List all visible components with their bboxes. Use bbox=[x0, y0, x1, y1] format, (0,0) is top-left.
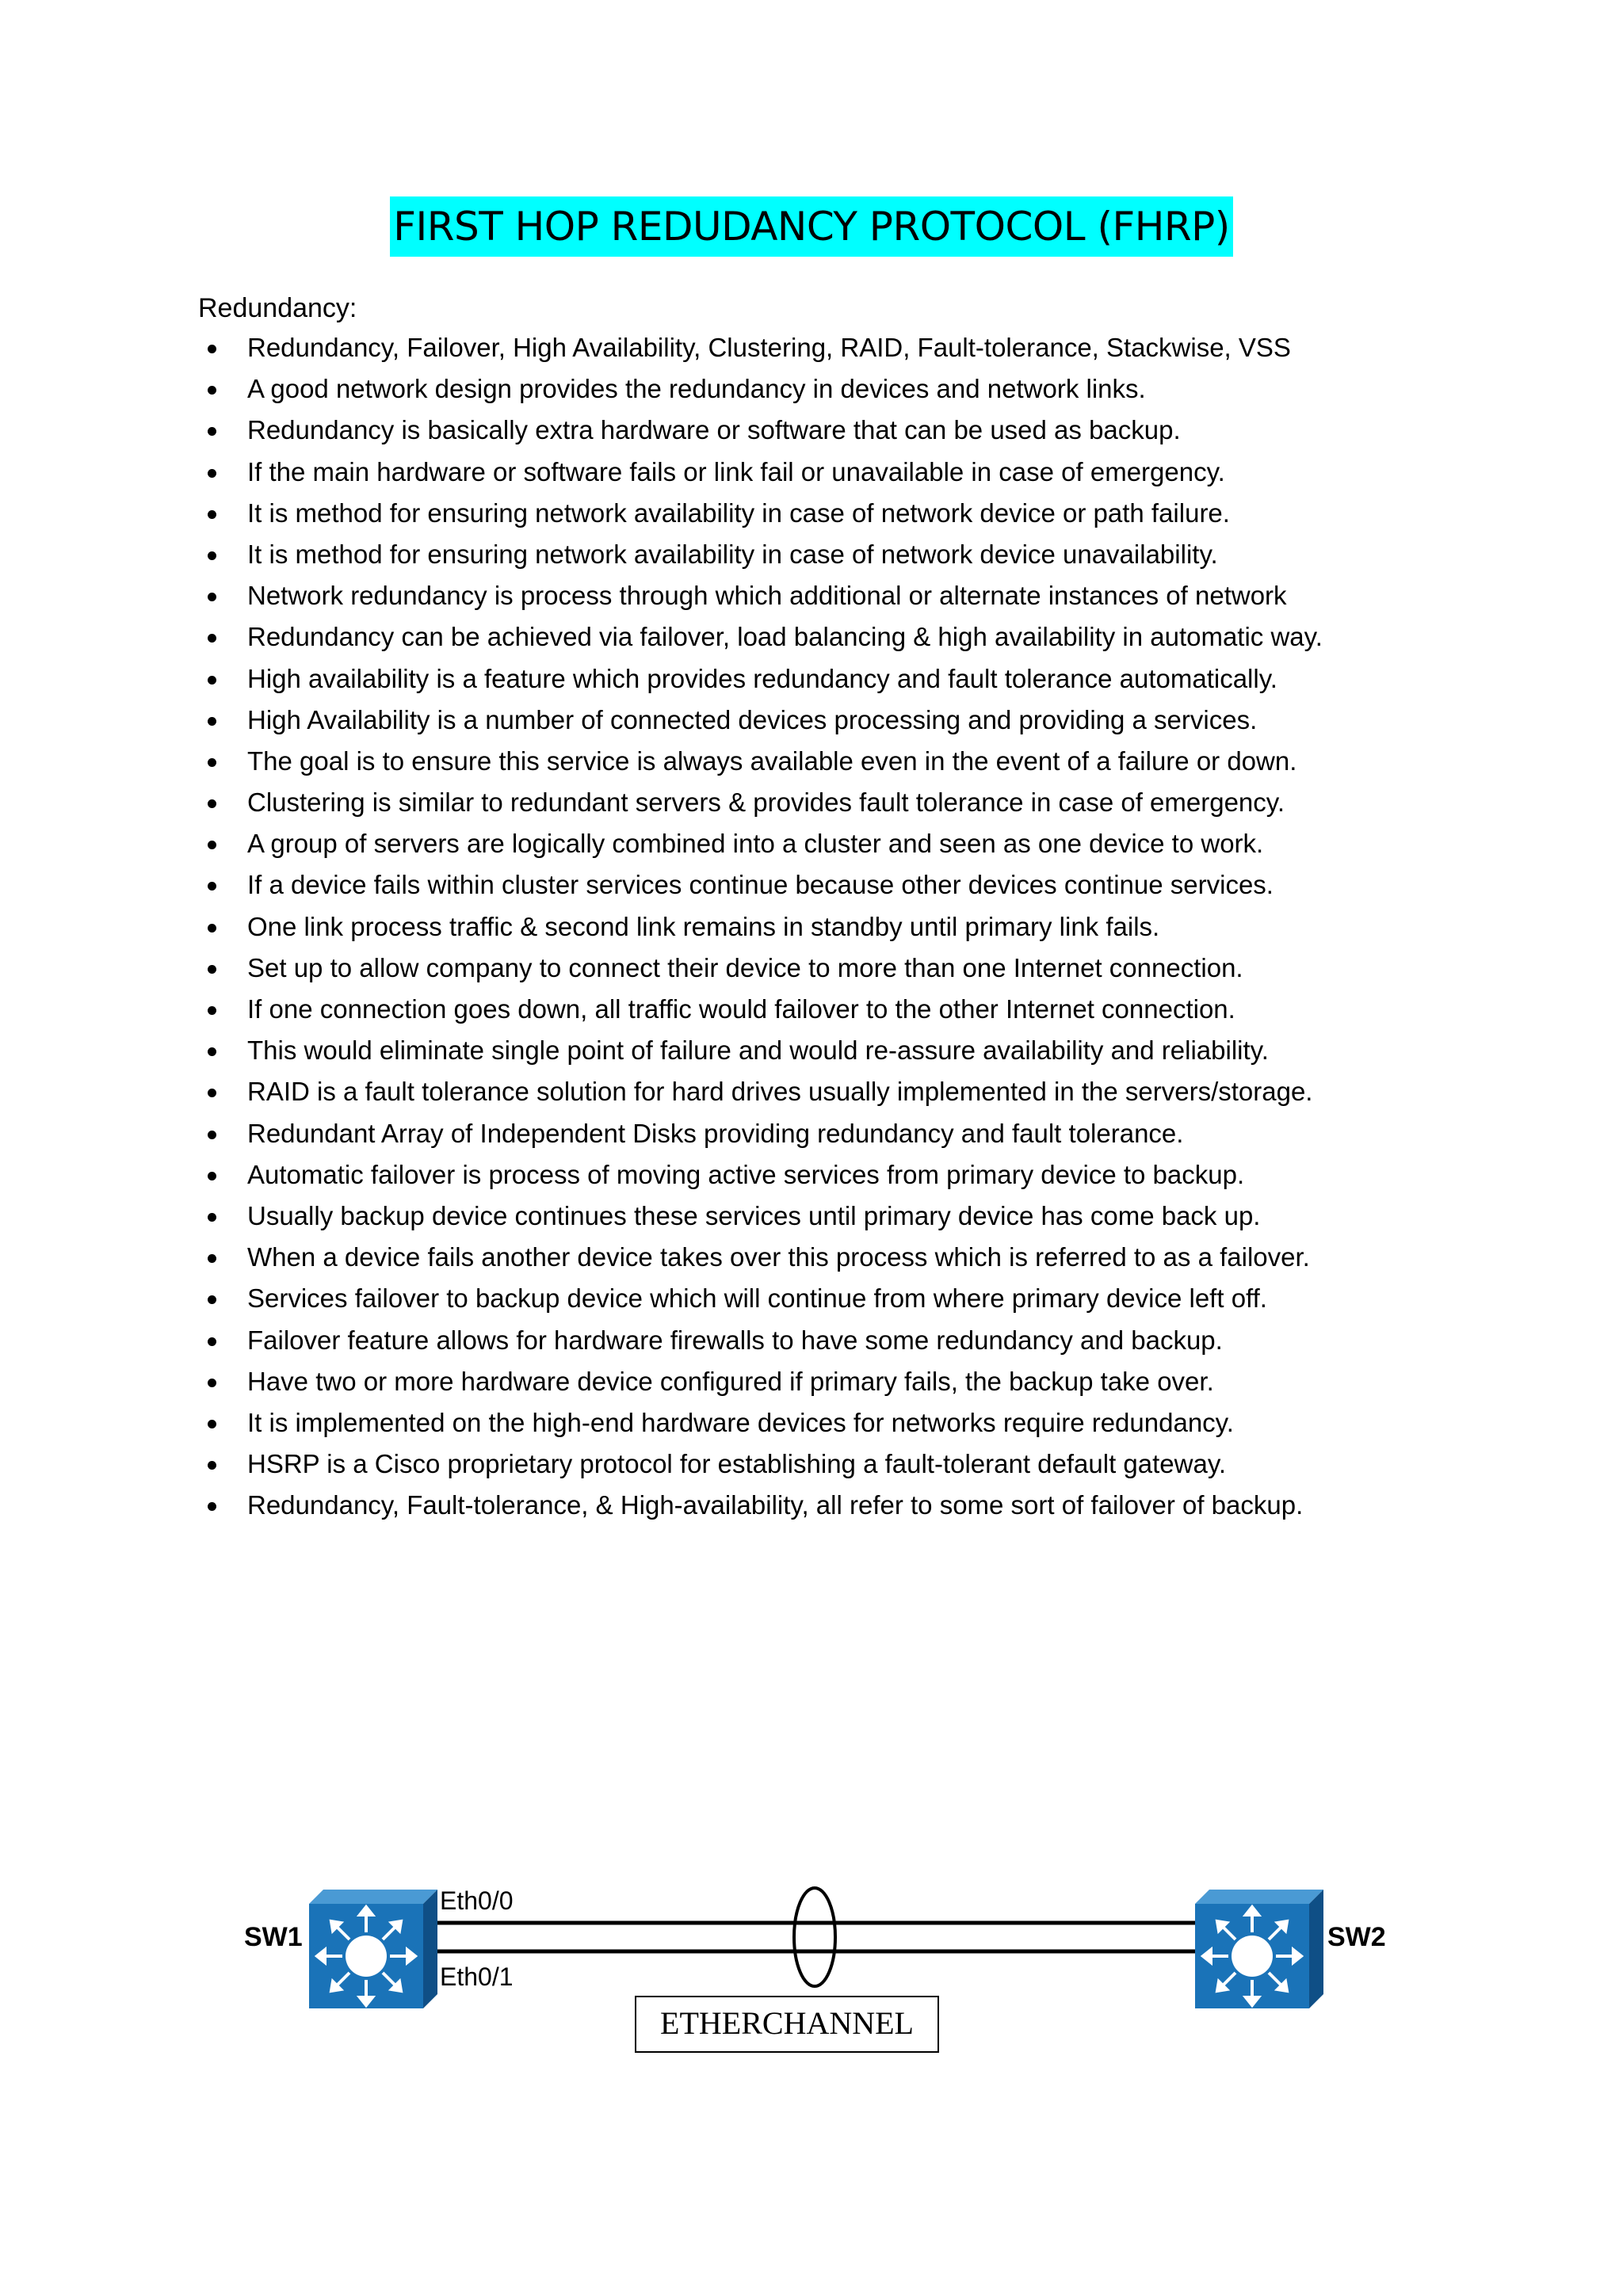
bullet-text: Redundancy, Fault-tolerance, & High-availability, all refer to some sort of failover of backup. bbox=[247, 1490, 1304, 1520]
bullet-text: RAID is a fault tolerance solution for hard drives usually implemented in the servers/storage. bbox=[247, 1077, 1313, 1107]
bullet-item bbox=[198, 1444, 1434, 1485]
bullet-dot-icon bbox=[208, 469, 216, 478]
bullet-item bbox=[198, 534, 1434, 575]
bullet-dot-icon bbox=[208, 1172, 216, 1180]
bullet-dot-icon bbox=[208, 758, 216, 767]
bullet-item bbox=[198, 741, 1434, 782]
bullet-dot-icon bbox=[208, 1379, 216, 1387]
bullet-dot-icon bbox=[208, 1047, 216, 1056]
bullet-text: If one connection goes down, all traffic would failover to the other Internet connection. bbox=[247, 994, 1235, 1024]
bullet-dot-icon bbox=[208, 345, 216, 353]
bullet-item bbox=[198, 327, 1434, 368]
bullet-dot-icon bbox=[208, 634, 216, 643]
bullet-item bbox=[198, 906, 1434, 948]
bullet-text: Redundancy can be achieved via failover, load balancing & high availability in automatic way. bbox=[247, 622, 1323, 652]
bullet-dot-icon bbox=[208, 965, 216, 974]
link-bottom-label: Eth0/1 bbox=[440, 1962, 514, 1991]
bullet-item bbox=[198, 616, 1434, 658]
bullet-text: Redundancy is basically extra hardware or software that can be used as backup. bbox=[247, 415, 1181, 445]
bullet-text: It is method for ensuring network availability in case of network device or path failure. bbox=[247, 498, 1230, 528]
bullet-dot-icon bbox=[208, 386, 216, 395]
bullet-dot-icon bbox=[208, 1089, 216, 1097]
bullet-dot-icon bbox=[208, 1254, 216, 1263]
page-title: FIRST HOP REDUDANCY PROTOCOL (FHRP) bbox=[390, 196, 1232, 257]
bullet-text: Redundant Array of Independent Disks providing redundancy and fault tolerance. bbox=[247, 1118, 1184, 1148]
bullet-item bbox=[198, 1113, 1434, 1154]
switch-left-label: SW1 bbox=[244, 1922, 303, 1952]
bullet-dot-icon bbox=[208, 882, 216, 891]
bullet-item bbox=[198, 1071, 1434, 1112]
bullet-text: When a device fails another device takes over this process which is referred to as a failover. bbox=[247, 1242, 1310, 1272]
bullet-item bbox=[198, 1154, 1434, 1196]
bullet-text: Automatic failover is process of moving active services from primary device to backup. bbox=[247, 1159, 1245, 1189]
bullet-item bbox=[198, 658, 1434, 700]
bullet-item bbox=[198, 782, 1434, 823]
bullet-item bbox=[198, 493, 1434, 534]
bullet-dot-icon bbox=[208, 1337, 216, 1346]
link-top-label: Eth0/0 bbox=[440, 1886, 514, 1915]
bullet-item bbox=[198, 1320, 1434, 1361]
bullet-dot-icon bbox=[208, 1502, 216, 1511]
bullet-dot-icon bbox=[208, 676, 216, 685]
bullet-item bbox=[198, 1485, 1434, 1526]
layer3-switch-icon bbox=[309, 1890, 437, 2008]
layer3-switch-icon bbox=[1195, 1890, 1323, 2008]
etherchannel-diagram bbox=[230, 1866, 1403, 2072]
bullet-item bbox=[198, 700, 1434, 741]
bullet-item bbox=[198, 1278, 1434, 1319]
bullet-dot-icon bbox=[208, 1295, 216, 1304]
bullet-text: Usually backup device continues these services until primary device has come back up. bbox=[247, 1200, 1261, 1230]
bullet-text: Network redundancy is process through which additional or alternate instances of network bbox=[247, 581, 1287, 611]
bullet-text: HSRP is a Cisco proprietary protocol for establishing a fault-tolerant default gateway. bbox=[247, 1449, 1227, 1479]
bullet-dot-icon bbox=[208, 1131, 216, 1139]
bullet-dot-icon bbox=[208, 717, 216, 726]
bullet-item bbox=[198, 575, 1434, 616]
bullet-dot-icon bbox=[208, 841, 216, 849]
bullet-item bbox=[198, 1402, 1434, 1444]
bullet-item bbox=[198, 948, 1434, 989]
bullet-text: High Availability is a number of connected devices processing and providing a services. bbox=[247, 704, 1258, 734]
title-container bbox=[0, 196, 1623, 257]
bullet-dot-icon bbox=[208, 924, 216, 933]
bullet-text: One link process traffic & second link remains in standby until primary link fails. bbox=[247, 911, 1160, 941]
bullet-item bbox=[198, 1237, 1434, 1278]
switch-right-label: SW2 bbox=[1327, 1922, 1386, 1952]
bullet-text: Failover feature allows for hardware firewalls to have some redundancy and backup. bbox=[247, 1325, 1223, 1355]
bullet-text: A good network design provides the redundancy in devices and network links. bbox=[247, 374, 1146, 404]
bullet-item bbox=[198, 823, 1434, 864]
bullet-list bbox=[198, 327, 1434, 1526]
bullet-item bbox=[198, 864, 1434, 906]
bullet-text: High availability is a feature which provides redundancy and fault tolerance automatically. bbox=[247, 663, 1277, 693]
bullet-dot-icon bbox=[208, 1420, 216, 1428]
bullet-text: If the main hardware or software fails or link fail or unavailable in case of emergency. bbox=[247, 456, 1225, 486]
intro-label: Redundancy: bbox=[198, 293, 357, 323]
bullet-text: If a device fails within cluster services continue because other devices continue services. bbox=[247, 870, 1274, 900]
bullet-item bbox=[198, 1030, 1434, 1071]
bullet-text: The goal is to ensure this service is always available even in the event of a failure or down. bbox=[247, 746, 1297, 776]
bullet-text: Services failover to backup device which will continue from where primary device left off. bbox=[247, 1283, 1267, 1314]
bullet-text: This would eliminate single point of failure and would re-assure availability and reliability. bbox=[247, 1035, 1269, 1066]
bullet-text: Clustering is similar to redundant servers & provides fault tolerance in case of emergency. bbox=[247, 788, 1285, 818]
bullet-text: Have two or more hardware device configured if primary fails, the backup take over. bbox=[247, 1366, 1214, 1396]
etherchannel-bundle-ellipse bbox=[794, 1888, 835, 1986]
bullet-dot-icon bbox=[208, 593, 216, 601]
bullet-text: Set up to allow company to connect their device to more than one Internet connection. bbox=[247, 952, 1243, 982]
bullet-item bbox=[198, 1361, 1434, 1402]
bullet-item bbox=[198, 989, 1434, 1030]
bullet-item bbox=[198, 1196, 1434, 1237]
bullet-text: It is implemented on the high-end hardware devices for networks require redundancy. bbox=[247, 1407, 1234, 1437]
bullet-text: A group of servers are logically combined into a cluster and seen as one device to work. bbox=[247, 829, 1264, 859]
bundle-label: ETHERCHANNEL bbox=[660, 2005, 914, 2041]
bullet-dot-icon bbox=[208, 510, 216, 519]
bullet-dot-icon bbox=[208, 1006, 216, 1015]
bullet-item bbox=[198, 368, 1434, 410]
bullet-text: It is method for ensuring network availability in case of network device unavailability. bbox=[247, 539, 1218, 569]
bullet-item bbox=[198, 410, 1434, 451]
bullet-dot-icon bbox=[208, 427, 216, 436]
bullet-dot-icon bbox=[208, 1461, 216, 1470]
bullet-dot-icon bbox=[208, 1213, 216, 1222]
bullet-dot-icon bbox=[208, 551, 216, 560]
bullet-item bbox=[198, 452, 1434, 493]
bullet-dot-icon bbox=[208, 799, 216, 808]
bullet-text: Redundancy, Failover, High Availability, Clustering, RAID, Fault-tolerance, Stackwise, VSS bbox=[247, 333, 1291, 362]
